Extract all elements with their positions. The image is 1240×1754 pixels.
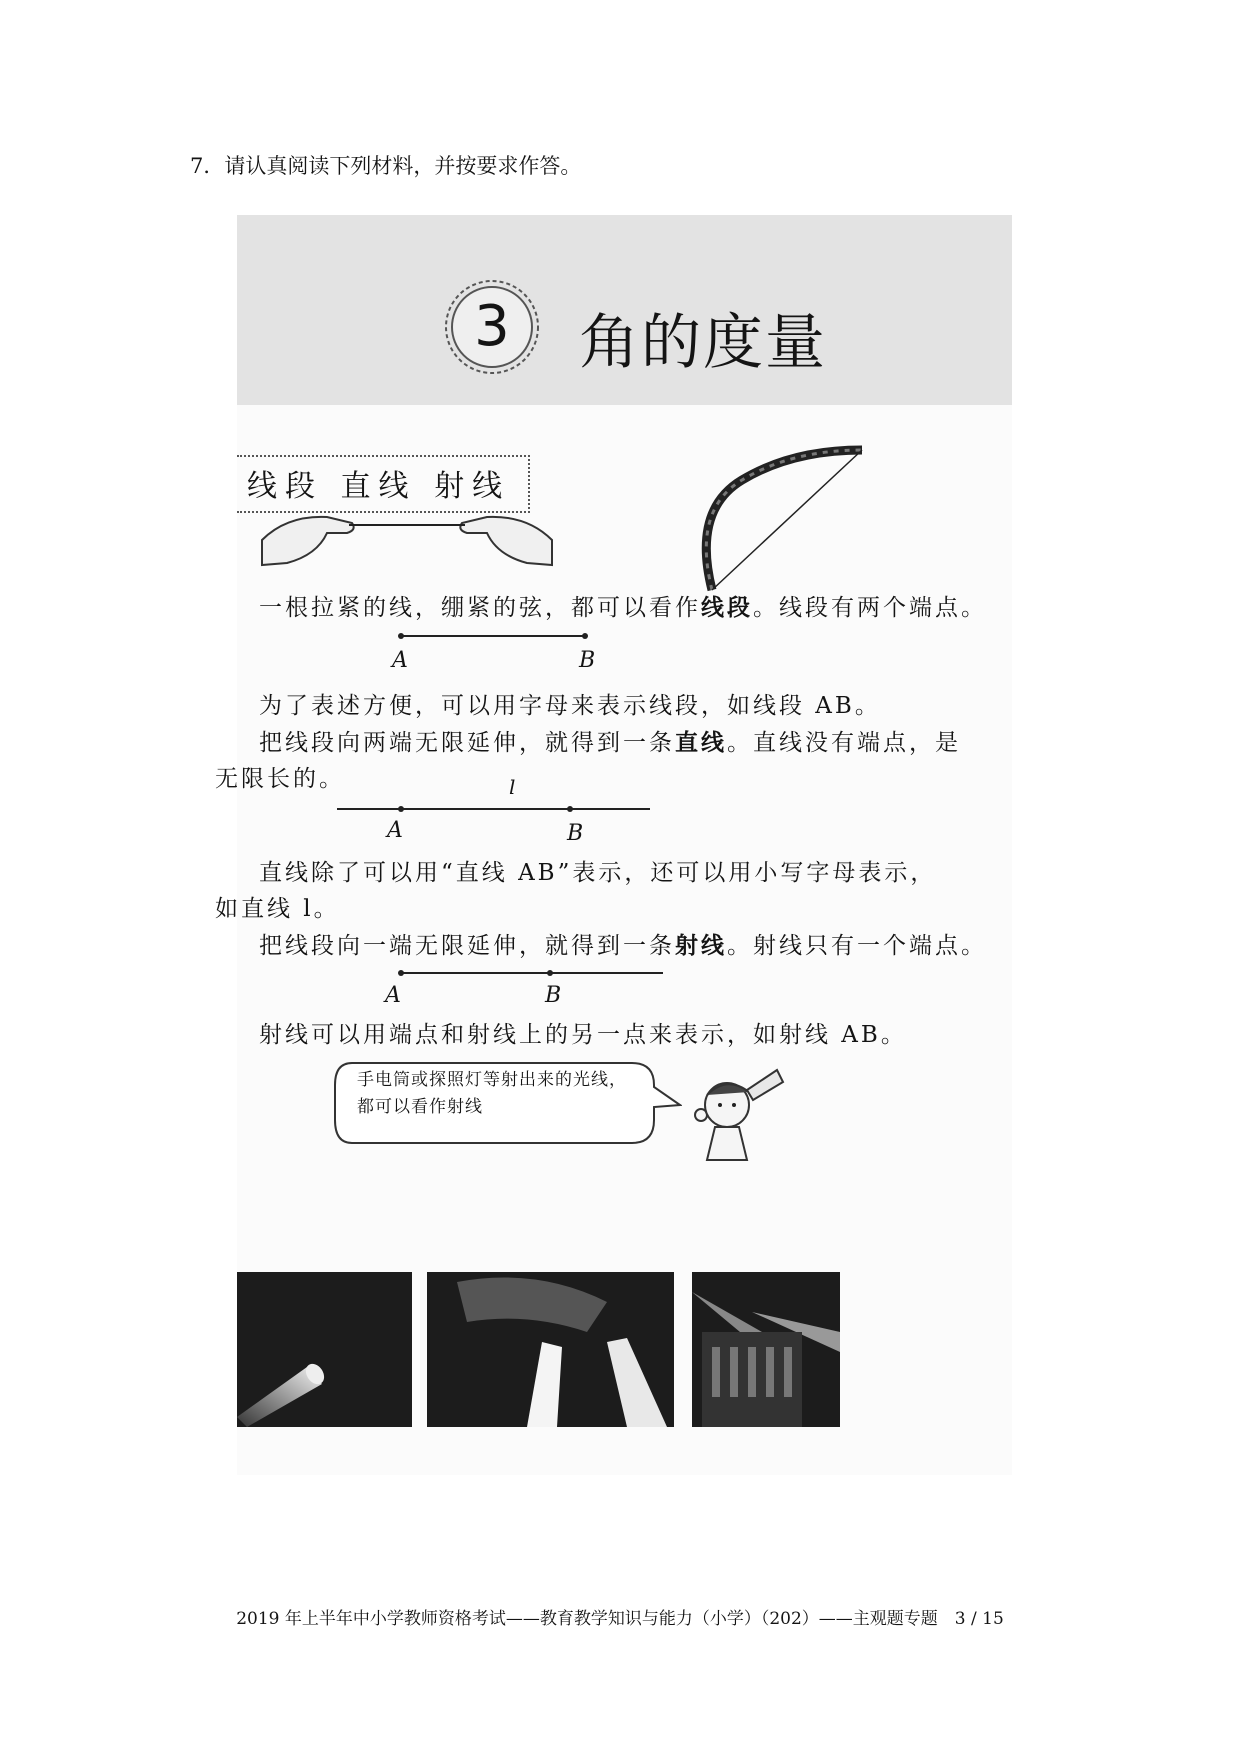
ray-point-b <box>547 970 553 976</box>
para1-text: 一根拉紧的线，绷紧的弦，都可以看作 <box>259 595 701 621</box>
segment-label-a: A <box>392 648 408 673</box>
hands-string-icon <box>257 485 557 585</box>
paragraph-ray <box>259 928 987 964</box>
line-label-a: A <box>387 818 403 843</box>
flashlight-beam-icon <box>237 1272 412 1427</box>
line-label-l: l <box>509 775 516 799</box>
textbook-scan <box>215 215 1012 1475</box>
bow-icon <box>682 430 872 600</box>
paragraph-lowercase-cont: 如直线 l。 <box>215 896 340 922</box>
ray-label-a: A <box>385 983 401 1008</box>
question-text: 7．请认真阅读下列材料，并按要求作答。 <box>190 154 582 178</box>
bubble-line-1: 手电筒或探照灯等射出来的光线， <box>357 1070 627 1090</box>
para3-text: 把线段向两端无限延伸，就得到一条 <box>259 730 675 756</box>
chapter-number: 3 <box>474 294 510 359</box>
page-footer: 2019 年上半年中小学教师资格考试——教育教学知识与能力（小学）（202）——主观题专题 3 / 15 <box>236 1609 1004 1629</box>
paragraph-segment <box>259 590 987 626</box>
line-point-b <box>567 806 573 812</box>
para1-text-end: 。线段有两个端点。 <box>753 595 987 621</box>
term-segment: 线段 <box>701 594 753 621</box>
para5-text: 把线段向一端无限延伸，就得到一条 <box>259 933 675 959</box>
photo-flashlight <box>237 1272 412 1427</box>
segment-point-a <box>398 633 404 639</box>
paragraph-notation: 为了表述方便，可以用字母来表示线段，如线段 AB。 <box>259 693 881 719</box>
cartoon-boy-icon <box>687 1060 797 1170</box>
line-point-a <box>398 806 404 812</box>
para5-text-end: 。射线只有一个端点。 <box>727 933 987 959</box>
bubble-line-2: 都可以看作射线 <box>357 1097 483 1117</box>
paragraph-line <box>259 725 961 761</box>
paragraph-lowercase: 直线除了可以用“直线 AB”表示，还可以用小写字母表示， <box>259 860 937 886</box>
paragraph-ray-notation: 射线可以用端点和射线上的另一点来表示，如射线 AB。 <box>259 1022 907 1048</box>
segment-label-b: B <box>579 648 596 673</box>
term-line: 直线 <box>675 729 727 756</box>
segment-ab-line <box>400 635 586 637</box>
searchlight-building-icon <box>692 1272 840 1427</box>
para3-text-end: 。直线没有端点，是 <box>727 730 961 756</box>
straight-line-l <box>337 808 650 810</box>
segment-point-b <box>582 633 588 639</box>
paragraph-line-cont: 无限长的。 <box>215 766 345 792</box>
bubble-text <box>357 1067 682 1121</box>
photo-searchlights <box>692 1272 840 1427</box>
chapter-title: 角的度量 <box>579 308 827 378</box>
ray-point-a <box>398 970 404 976</box>
line-label-b: B <box>567 821 584 846</box>
ray-ab-line <box>400 972 663 974</box>
term-ray: 射线 <box>675 932 727 959</box>
ray-label-b: B <box>545 983 562 1008</box>
headlight-beams-icon <box>427 1272 674 1427</box>
photo-headlights <box>427 1272 674 1427</box>
section-title: 线段 直线 射线 <box>237 455 530 513</box>
